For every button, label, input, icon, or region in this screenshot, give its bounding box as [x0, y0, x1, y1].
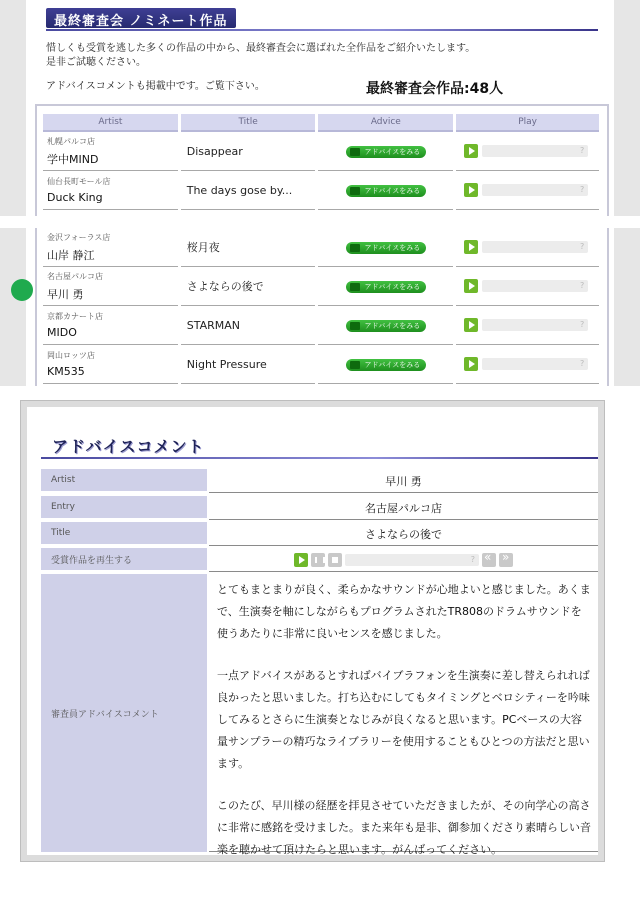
artist-name: Duck King — [47, 191, 103, 204]
artist-cell — [43, 267, 178, 306]
left-gutter — [0, 228, 26, 386]
play-icon[interactable] — [464, 357, 478, 371]
progress-bar[interactable] — [482, 145, 588, 157]
label-entry: Entry — [41, 496, 207, 518]
table-row — [43, 306, 599, 345]
table-header-row — [43, 114, 599, 132]
progress-label: ? — [579, 320, 585, 329]
value-title: さよならの後で — [209, 522, 598, 546]
table-row — [43, 345, 599, 384]
value-entry: 名古屋パルコ店 — [209, 496, 598, 520]
table-row — [43, 228, 599, 267]
play-cell — [456, 228, 599, 267]
page-title: 最終審査会 ノミネート作品 — [46, 8, 236, 28]
artist-cell — [43, 171, 178, 210]
play-icon[interactable] — [464, 183, 478, 197]
advice-cell — [318, 345, 453, 384]
progress-bar[interactable] — [482, 319, 588, 331]
play-cell — [456, 171, 599, 210]
work-title: The days gose by... — [181, 171, 316, 210]
artist-cell — [43, 132, 178, 171]
left-gutter — [0, 0, 26, 216]
selection-marker-icon — [11, 279, 33, 301]
artist-name: 学中MIND — [47, 152, 99, 166]
artist-name: KM535 — [47, 365, 85, 378]
store-name: 金沢フォーラス店 — [47, 232, 111, 242]
store-name: 岡山ロッツ店 — [47, 351, 95, 360]
label-artist: Artist — [41, 469, 207, 491]
play-cell — [456, 306, 599, 345]
value-artist: 早川 勇 — [209, 469, 598, 493]
label-play: 受賞作品を再生する — [41, 548, 207, 570]
works-count: 最終審査会作品:48人 — [366, 81, 504, 97]
advice-comment-text — [217, 579, 591, 881]
advice-heading: アドバイスコメント — [52, 437, 205, 456]
advice-comment-body — [27, 407, 598, 855]
fast-forward-icon[interactable] — [499, 553, 513, 567]
play-icon[interactable] — [464, 318, 478, 332]
header-play: Play — [456, 114, 599, 132]
artist-name: 早川 勇 — [47, 287, 84, 301]
play-cell — [456, 267, 599, 306]
works-list-panel-top — [0, 0, 640, 216]
advice-cell — [318, 267, 453, 306]
table-row — [43, 132, 599, 171]
advice-comment-panel — [20, 400, 605, 862]
view-advice-button[interactable]: アドバイスをみる — [346, 242, 426, 254]
play-icon[interactable] — [294, 553, 308, 567]
comment-paragraph: このたび、早川様の経歴を拝見させていただきましたが、その向学心の高さに非常に感銘を受けました。また来年も是非、御参加くださり素晴らしい音楽を聴かせて頂けたらと思います。がんばってください。 — [217, 799, 591, 856]
advice-cell — [318, 171, 453, 210]
view-advice-button[interactable]: アドバイスをみる — [346, 146, 426, 158]
play-cell — [456, 345, 599, 384]
right-gutter — [614, 228, 640, 386]
works-table — [40, 114, 602, 210]
intro-line-2: 是非ご試聴ください。 — [46, 57, 146, 68]
play-icon[interactable] — [464, 279, 478, 293]
progress-bar[interactable] — [482, 358, 588, 370]
player-controls — [209, 548, 598, 572]
play-cell — [456, 132, 599, 171]
header-artist: Artist — [43, 114, 178, 132]
player-progress-bar[interactable] — [345, 554, 479, 566]
intro-line-1: 惜しくも受賞を逃した多くの作品の中から、最終審査会に選ばれた全作品をご紹介いたします。 — [46, 43, 476, 54]
work-title: STARMAN — [181, 306, 316, 345]
stop-icon[interactable] — [328, 553, 342, 567]
progress-label: ? — [579, 242, 585, 251]
play-icon[interactable] — [464, 240, 478, 254]
progress-bar[interactable] — [482, 280, 588, 292]
play-icon[interactable] — [464, 144, 478, 158]
intro-line-3: アドバイスコメントも掲載中です。ご覧下さい。 — [46, 81, 265, 92]
advice-cell — [318, 306, 453, 345]
label-title: Title — [41, 522, 207, 544]
work-title: Night Pressure — [181, 345, 316, 384]
view-advice-button[interactable]: アドバイスをみる — [346, 185, 426, 197]
title-underline — [46, 29, 598, 31]
header-title: Title — [181, 114, 316, 132]
rewind-icon[interactable] — [482, 553, 496, 567]
advice-cell — [318, 132, 453, 171]
artist-name: MIDO — [47, 326, 77, 339]
progress-label: ? — [579, 146, 585, 155]
view-advice-button[interactable]: アドバイスをみる — [346, 281, 426, 293]
progress-label: ? — [579, 359, 585, 368]
table-row-selected — [43, 267, 599, 306]
view-advice-button[interactable]: アドバイスをみる — [346, 359, 426, 371]
store-name: 札幌パルコ店 — [47, 136, 95, 146]
progress-label: ? — [470, 554, 475, 564]
work-title: Disappear — [181, 132, 316, 171]
works-table-continued — [40, 228, 602, 384]
work-title: さよならの後で — [181, 267, 316, 306]
label-comment: 審査員アドバイスコメント — [41, 574, 207, 852]
works-list-panel-middle — [0, 228, 640, 386]
store-name: 名古屋パルコ店 — [47, 271, 103, 281]
artist-cell — [43, 306, 178, 345]
artist-name: 山岸 静江 — [47, 248, 95, 262]
pause-icon[interactable] — [311, 553, 325, 567]
store-name: 京都カナート店 — [47, 312, 103, 321]
comment-paragraph: 一点アドバイスがあるとすればバイブラフォンを生演奏に差し替えられれば良かったと思いました。打ち込むにしてもタイミングとベロシティーを吟味してみるとさらに生演奏となじみが良くなると思います。PCベースの大容量サンプラーの精巧なライブラリーを使用することもひとつの方法だと思います。 — [217, 669, 590, 770]
comment-paragraph: とてもまとまりが良く、柔らかなサウンドが心地よいと感じました。あくまで、生演奏を軸にしながらもプログラムされたTR808のドラムサウンドを使うあたりに非常に良いセンスを感じました。 — [217, 583, 591, 640]
progress-bar[interactable] — [482, 184, 588, 196]
header-advice: Advice — [318, 114, 453, 132]
artist-cell — [43, 345, 178, 384]
progress-label: ? — [579, 185, 585, 194]
table-row — [43, 171, 599, 210]
artist-cell — [43, 228, 178, 267]
right-gutter — [614, 0, 640, 216]
advice-heading-underline — [41, 457, 598, 459]
progress-label: ? — [579, 281, 585, 290]
store-name: 仙台長町モール店 — [47, 177, 111, 186]
work-title: 桜月夜 — [181, 228, 316, 267]
view-advice-button[interactable]: アドバイスをみる — [346, 320, 426, 332]
progress-bar[interactable] — [482, 241, 588, 253]
advice-cell — [318, 228, 453, 267]
